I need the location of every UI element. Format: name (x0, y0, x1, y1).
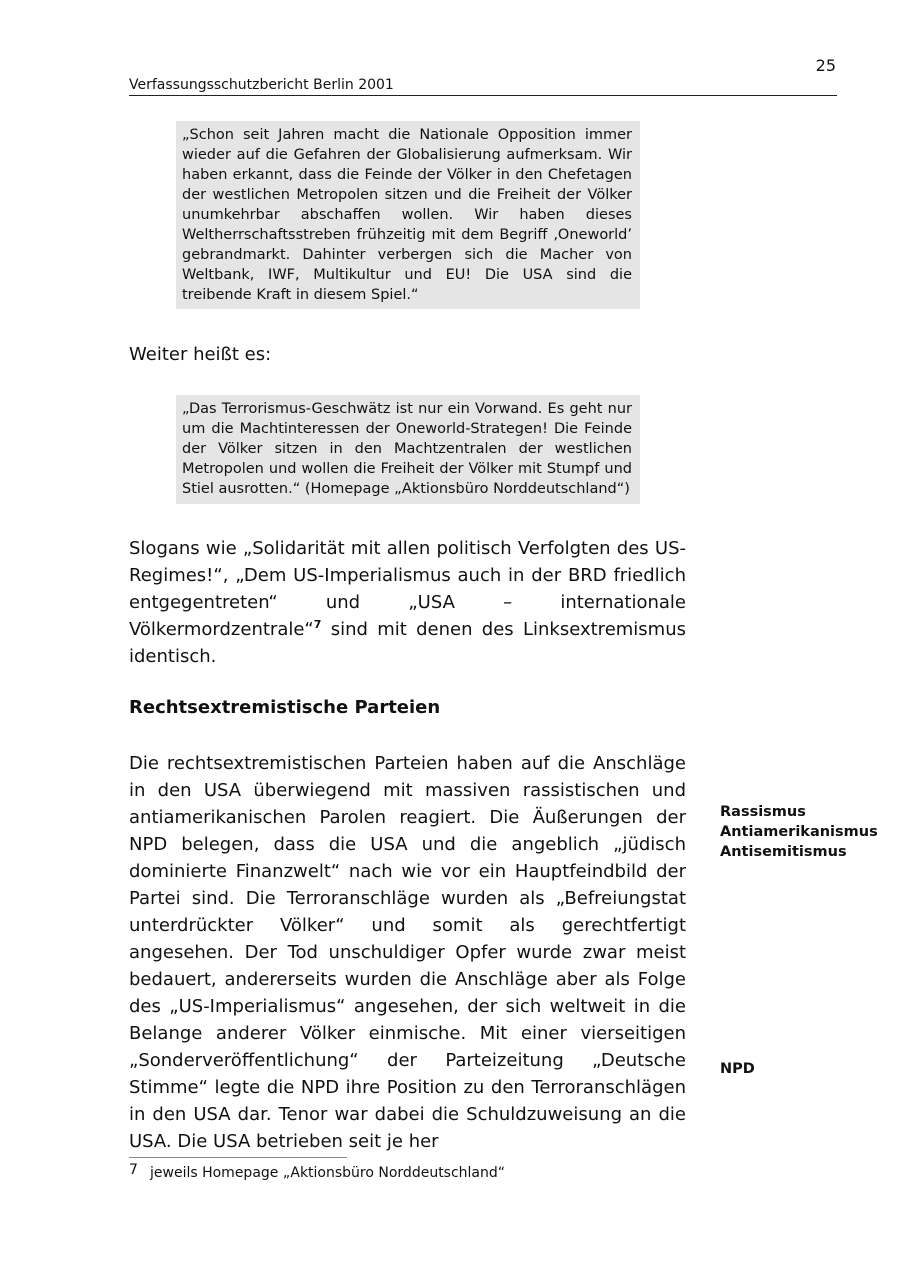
margin-notes (720, 1059, 755, 1079)
footnote-number: 7 (129, 1162, 138, 1178)
footnote-divider (129, 1157, 347, 1158)
margin-note: Rassismus (720, 804, 806, 820)
slogans-text: Slogans wie „Solidarität mit allen politisch Verfolgten des US-Regimes!“, „Dem US-Imperialismus auch in der BRD friedlich entgegentreten“ und „USA – internationale Völkermordzentrale“ (129, 538, 686, 640)
margin-note: NPD (720, 1061, 755, 1077)
running-header: Verfassungsschutzbericht Berlin 2001 (129, 77, 837, 96)
slogans-paragraph (129, 535, 686, 670)
slogans-text-end: sind mit denen des Linksextremismus identisch. (129, 619, 686, 667)
margin-note: Antisemitismus (720, 844, 847, 860)
footnote (129, 1162, 506, 1181)
intro-paragraph: Weiter heißt es: (129, 344, 272, 365)
section-heading: Rechtsextremistische Parteien (129, 697, 441, 718)
quote-block: „Schon seit Jahren macht die Nationale Opposition immer wieder auf die Gefahren der Globalisierung aufmerksam. Wir haben erkannt, dass die Feinde der Völker in den Chefetagen der westlichen Metropolen sitzen und die Freiheit der Völker unumkehrbar abschaffen wollen. Wir haben dieses Weltherrschaftsstreben frühzeitig mit dem Begriff ‚Oneworld’ gebrandmarkt. Dahinter verbergen sich die Macher von Weltbank, IWF, Multikultur und EU! Die USA sind die treibende Kraft in diesem Spiel.“ (176, 121, 640, 309)
footnote-text: jeweils Homepage „Aktionsbüro Norddeutschland“ (150, 1165, 506, 1181)
footnote-reference: 7 (313, 618, 322, 631)
margin-note: Antiamerikanismus (720, 824, 878, 840)
quote-block: „Das Terrorismus-Geschwätz ist nur ein Vorwand. Es geht nur um die Machtinteressen der Oneworld-Strategen! Die Feinde der Völker sitzen in den Machtzentralen der westlichen Metropolen und wollen die Freiheit der Völker mit Stumpf und Stiel ausrotten.“ (Homepage „Aktionsbüro Norddeutschland“) (176, 395, 640, 504)
page-number: 25 (815, 56, 836, 75)
section-paragraph: Die rechtsextremistischen Parteien haben auf die Anschläge in den USA überwiegend mit massiven rassistischen und antiamerikanischen Parolen reagiert. Die Äußerungen der NPD belegen, dass die USA und die angeblich „jüdisch dominierte Finanzwelt“ nach wie vor ein Hauptfeindbild der Partei sind. Die Terroranschläge wurden als „Befreiungstat unterdrückter Völker“ und somit als gerechtfertigt angesehen. Der Tod unschuldiger Opfer wurde zwar meist bedauert, andererseits wurden die Anschläge aber als Folge des „US-Imperialismus“ angesehen, der sich weltweit in die Belange anderer Völker einmische. Mit einer vierseitigen „Sonderveröffentlichung“ der Parteizeitung „Deutsche Stimme“ legte die NPD ihre Position zu den Terroranschlägen in den USA dar. Tenor war dabei die Schuldzuweisung an die USA. Die USA betrieben seit je her (129, 753, 686, 1152)
margin-notes (720, 802, 878, 862)
